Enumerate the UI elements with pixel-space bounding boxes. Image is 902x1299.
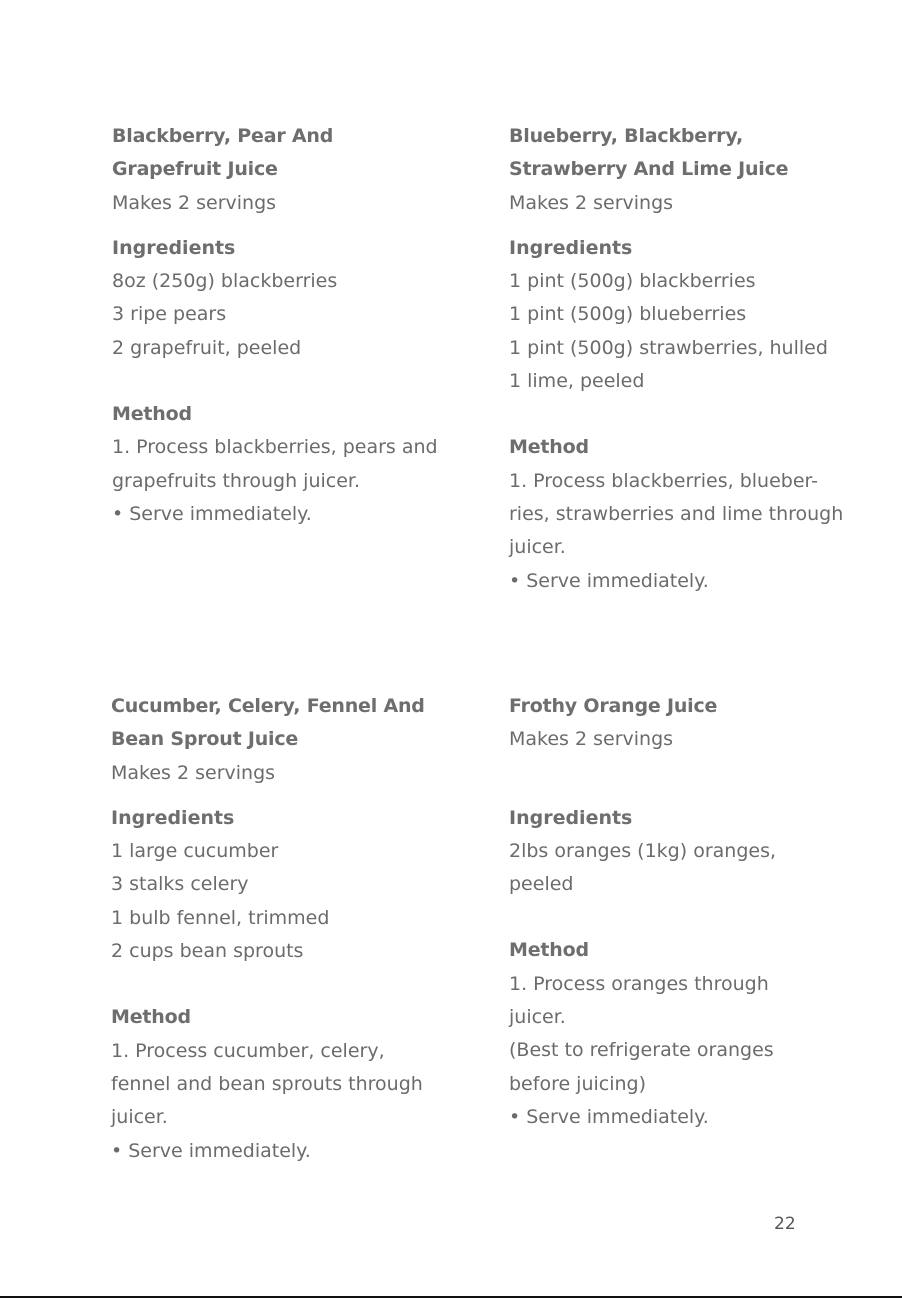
method-line: 1. Process oranges through xyxy=(509,972,769,995)
method-heading: Method xyxy=(111,1006,191,1029)
method-line: 1. Process blackberries, blueber- xyxy=(509,469,818,492)
ingredient-item: 8oz (250g) blackberries xyxy=(112,270,338,293)
ingredients-heading: Ingredients xyxy=(111,806,235,829)
method-heading: Method xyxy=(509,436,589,459)
recipe-frothy-orange xyxy=(509,690,889,1134)
method-line: before juicing) xyxy=(509,1072,647,1095)
method-line: ries, strawberries and lime through xyxy=(509,502,844,525)
servings-text: Makes 2 servings xyxy=(509,191,674,214)
method-line: 1. Process cucumber, celery, xyxy=(111,1039,385,1062)
recipe-title-line: Blueberry, Blackberry, xyxy=(509,125,744,147)
ingredient-item: 1 bulb fennel, trimmed xyxy=(111,906,330,929)
method-heading: Method xyxy=(112,403,192,426)
method-line: juicer. xyxy=(509,536,566,559)
method-line: 1. Process blackberries, pears and xyxy=(112,436,438,459)
ingredients-heading: Ingredients xyxy=(509,806,633,829)
page-number: 22 xyxy=(774,1214,796,1234)
ingredient-item: 1 pint (500g) strawberries, hulled xyxy=(509,336,828,359)
ingredient-item: 1 lime, peeled xyxy=(509,370,645,393)
ingredient-item: 3 ripe pears xyxy=(112,303,227,326)
method-line: juicer. xyxy=(111,1106,168,1129)
method-line: juicer. xyxy=(509,1006,566,1029)
ingredients-heading: Ingredients xyxy=(509,236,633,259)
method-line: • Serve immediately. xyxy=(111,1139,311,1162)
recipe-blueberry-blackberry-strawberry-lime xyxy=(509,120,889,598)
recipe-title-line: Strawberry And Lime Juice xyxy=(509,158,789,181)
servings-text: Makes 2 servings xyxy=(112,191,277,214)
recipe-title-line: Grapefruit Juice xyxy=(112,158,278,181)
recipe-title-line: Bean Sprout Juice xyxy=(111,728,299,751)
ingredient-item: peeled xyxy=(509,873,574,896)
ingredient-item: 1 large cucumber xyxy=(111,840,279,863)
method-line: fennel and bean sprouts through xyxy=(111,1072,423,1095)
recipe-cucumber-celery-fennel-bean-sprout xyxy=(111,690,491,1168)
servings-text: Makes 2 servings xyxy=(509,728,674,751)
ingredients-heading: Ingredients xyxy=(112,236,236,259)
recipe-title-line: Frothy Orange Juice xyxy=(509,695,718,717)
recipe-title-line: Blackberry, Pear And xyxy=(112,125,334,147)
page-bottom-rule xyxy=(0,1296,902,1298)
ingredient-item: 1 pint (500g) blackberries xyxy=(509,270,756,293)
ingredient-item: 2 grapefruit, peeled xyxy=(112,336,302,359)
method-line: (Best to refrigerate oranges xyxy=(509,1039,774,1062)
ingredient-item: 1 pint (500g) blueberries xyxy=(509,303,747,326)
method-line: • Serve immediately. xyxy=(509,569,709,592)
recipe-blackberry-pear-grapefruit xyxy=(112,120,492,531)
servings-text: Makes 2 servings xyxy=(111,761,276,784)
method-line: • Serve immediately. xyxy=(509,1105,709,1128)
method-line: • Serve immediately. xyxy=(112,502,312,525)
ingredient-item: 2lbs oranges (1kg) oranges, xyxy=(509,839,777,862)
ingredient-item: 2 cups bean sprouts xyxy=(111,940,304,963)
method-heading: Method xyxy=(509,939,589,962)
recipe-title-line: Cucumber, Celery, Fennel And xyxy=(111,695,425,717)
method-line: grapefruits through juicer. xyxy=(112,469,361,492)
ingredient-item: 3 stalks celery xyxy=(111,873,249,896)
